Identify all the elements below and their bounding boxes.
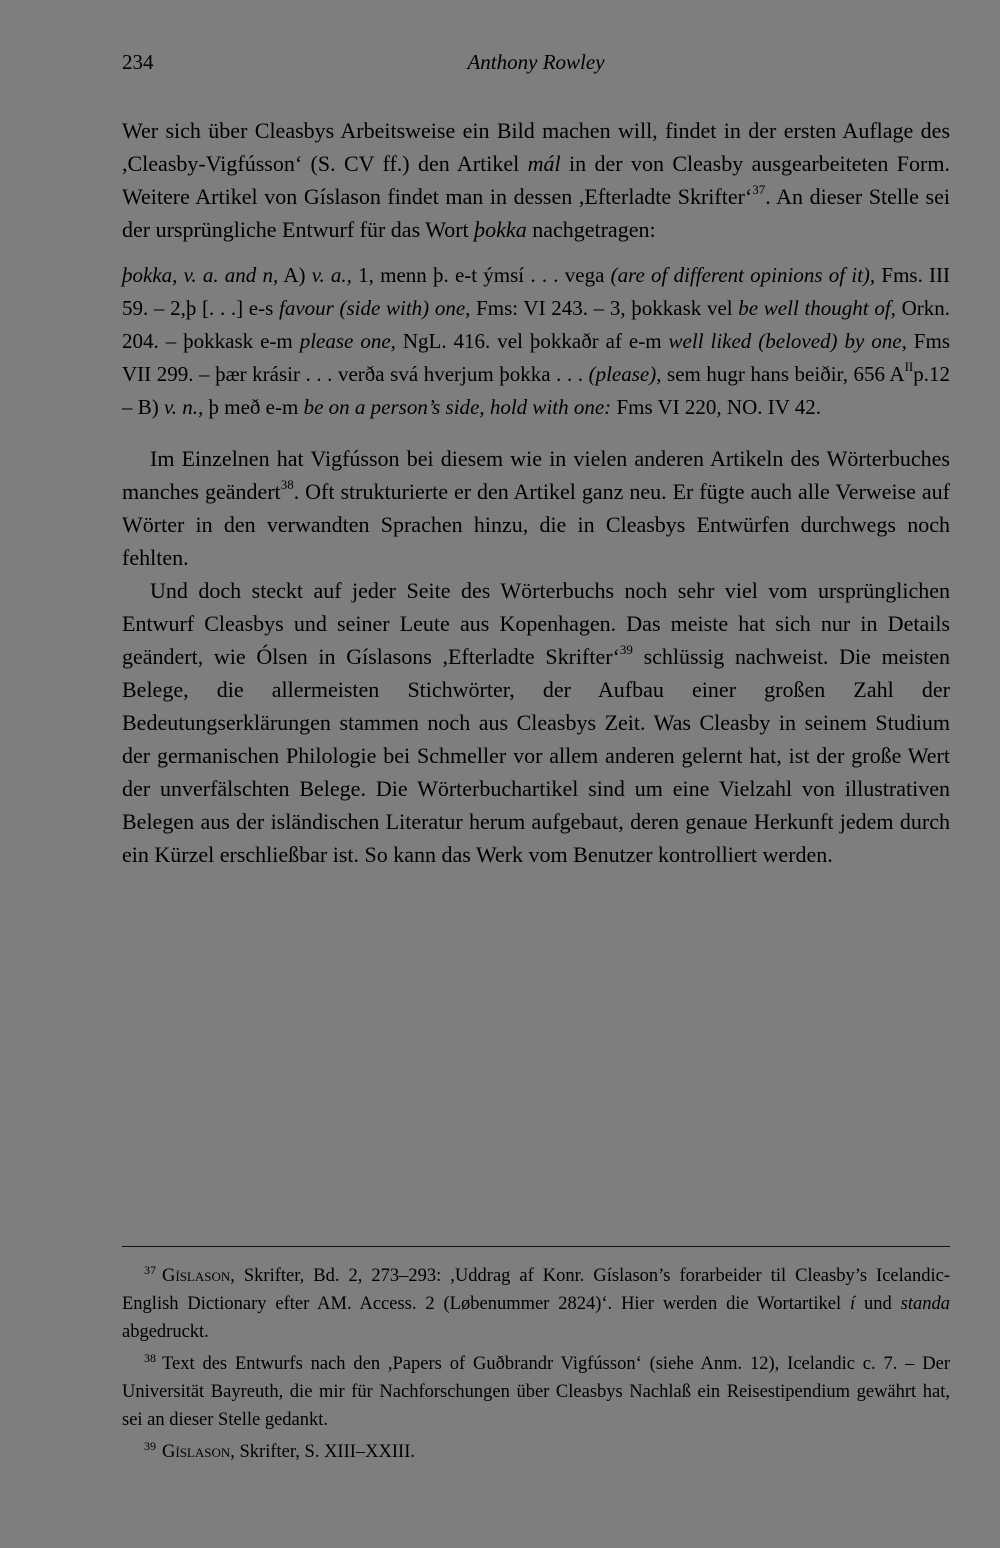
footnote-number: 38 [144,1351,156,1365]
text-run: p.12 – B) [122,362,950,419]
main-text [122,114,950,871]
gloss: v. a., [311,263,352,287]
term: standa [900,1294,950,1314]
gloss: v. n., [164,395,204,419]
footnote-ref-37[interactable]: 37 [752,182,766,197]
footnote-ref-38[interactable]: 38 [280,477,294,492]
text-run: und [855,1294,901,1314]
superscript: II [904,359,914,374]
text-run: . Oft strukturierte er den Artikel ganz neu. Er fügte auch alle Verweise auf Wörter in den verwandten Sprachen hinzu, die in Cleasbys Entwürfen durchwegs noch fehlten. [122,479,951,570]
text-run: sem hugr hans beiðir, 656 A [661,362,905,386]
paragraph-cleasby [122,574,950,871]
author-name: Gíslason [162,1266,231,1286]
footnote-number: 39 [144,1439,156,1453]
gloss: please one, [299,329,396,353]
author-name: Gíslason [162,1442,231,1462]
running-title: Anthony Rowley [467,50,605,74]
gloss: well liked (beloved) by one, [668,329,907,353]
footnote-37 [122,1262,950,1346]
footnote-39 [122,1438,950,1466]
footnotes [122,1262,950,1470]
gloss: be well thought of, [738,296,896,320]
footnote-38 [122,1350,950,1434]
footnote-divider [122,1246,950,1247]
gloss: favour (side with) one, [278,296,471,320]
text-run: Im Einzelnen hat Vigfússon bei diesem wie in vielen anderen Artikeln des Wörterbuches manches geändert [122,446,950,504]
text-run: in der von Cleasby ausgearbeiteten Form. Weitere Artikel von Gíslason findet man in dessen ,Efterladte Skrifter‘ [122,151,950,209]
term-mal: mál [527,151,561,176]
text-run: schlüssig nachweist. Die meisten Belege, die allermeisten Stichwörter, der Aufbau einer großen Zahl der Bedeutungserklärungen stammen noch aus Cleasbys Zeit. Was Cleasby in seinem Studium der germanischen Philologie bei Schmeller vor allem anderen gelernt hat, ist der große Wert der unverfälschten Belege. Die Wörterbuchartikel sind um eine Vielzahl von illustrativen Belegen aus der isländischen Literatur herum aufgebaut, deren genaue Herkunft jedem durch ein Kürzel erschließbar ist. So kann das Werk vom Benutzer kontrolliert werden. [122,644,951,867]
footnote-ref-39[interactable]: 39 [619,642,633,657]
dictionary-entry-quote [122,259,950,424]
text-run: Fms VII 299. – þær krásir . . . verða svá hverjum þokka . . . [122,329,950,386]
entry-headword: þokka, v. a. and n, [122,263,279,287]
term-pokka: þokka [474,217,527,242]
text-run: þ með e-m [203,395,304,419]
text-run: , Skrifter, Bd. 2, 273–293: ,Uddrag af Konr. Gíslason’s forarbeider til Cleasby’s Icelandic-English Dictionary efter AM. Access. 2 (Løbenummer 2824)‘. Hier werden die Wortartikel [122,1266,950,1314]
text-run: Wer sich über Cleasbys Arbeitsweise ein Bild machen will, findet in der ersten Auflage des ,Cleasby-Vigfússon‘ (S. CV ff.) den Artikel [122,118,950,176]
term: í [849,1294,856,1314]
footnote-number: 37 [144,1263,156,1277]
text-run: , Skrifter, S. XIII–XXIII. [230,1442,415,1462]
text-run: abgedruckt. [122,1322,209,1342]
text-run: . An dieser Stelle sei der ursprüngliche Entwurf für das Wort [122,184,950,242]
text-run: Fms VI 220, NO. IV 42. [611,395,822,419]
gloss: (are of different opinions of it), [610,263,876,287]
page-number: 234 [122,50,154,74]
paragraph-intro [122,114,950,246]
paragraph-vigfusson [122,442,950,574]
text-run: Fms. III 59. – 2,þ [. . .] e-s [122,263,951,320]
text-run: Orkn. 204. – þokkask e-m [122,296,950,353]
text-run: A) [278,263,312,287]
gloss: (please), [588,362,662,386]
text-run: NgL. 416. vel þokkaðr af e-m [395,329,669,353]
text-run: Fms: VI 243. – 3, þokkask vel [470,296,739,320]
text-run: Text des Entwurfs nach den ,Papers of Guðbrandr Vigfússon‘ (siehe Anm. 12), Icelandic c. 7. – Der Universität Bayreuth, die mir für Nachforschungen über Cleasbys Nachlaß ein Reisestipendium gewährt hat, sei an dieser Stelle gedankt. [122,1354,950,1430]
text-run: 1, menn þ. e-t ýmsí . . . vega [351,263,611,287]
text-run: nachgetragen: [526,217,656,242]
page-header [122,50,950,84]
text-run: Und doch steckt auf jeder Seite des Wörterbuchs noch sehr viel vom ursprünglichen Entwurf Cleasbys und seiner Leute aus Kopenhagen. Das meiste hat sich nur in Details geändert, wie Ólsen in Gíslasons ,Efterladte Skrifter‘ [122,578,950,669]
gloss: be on a person’s side, hold with one: [303,395,612,419]
